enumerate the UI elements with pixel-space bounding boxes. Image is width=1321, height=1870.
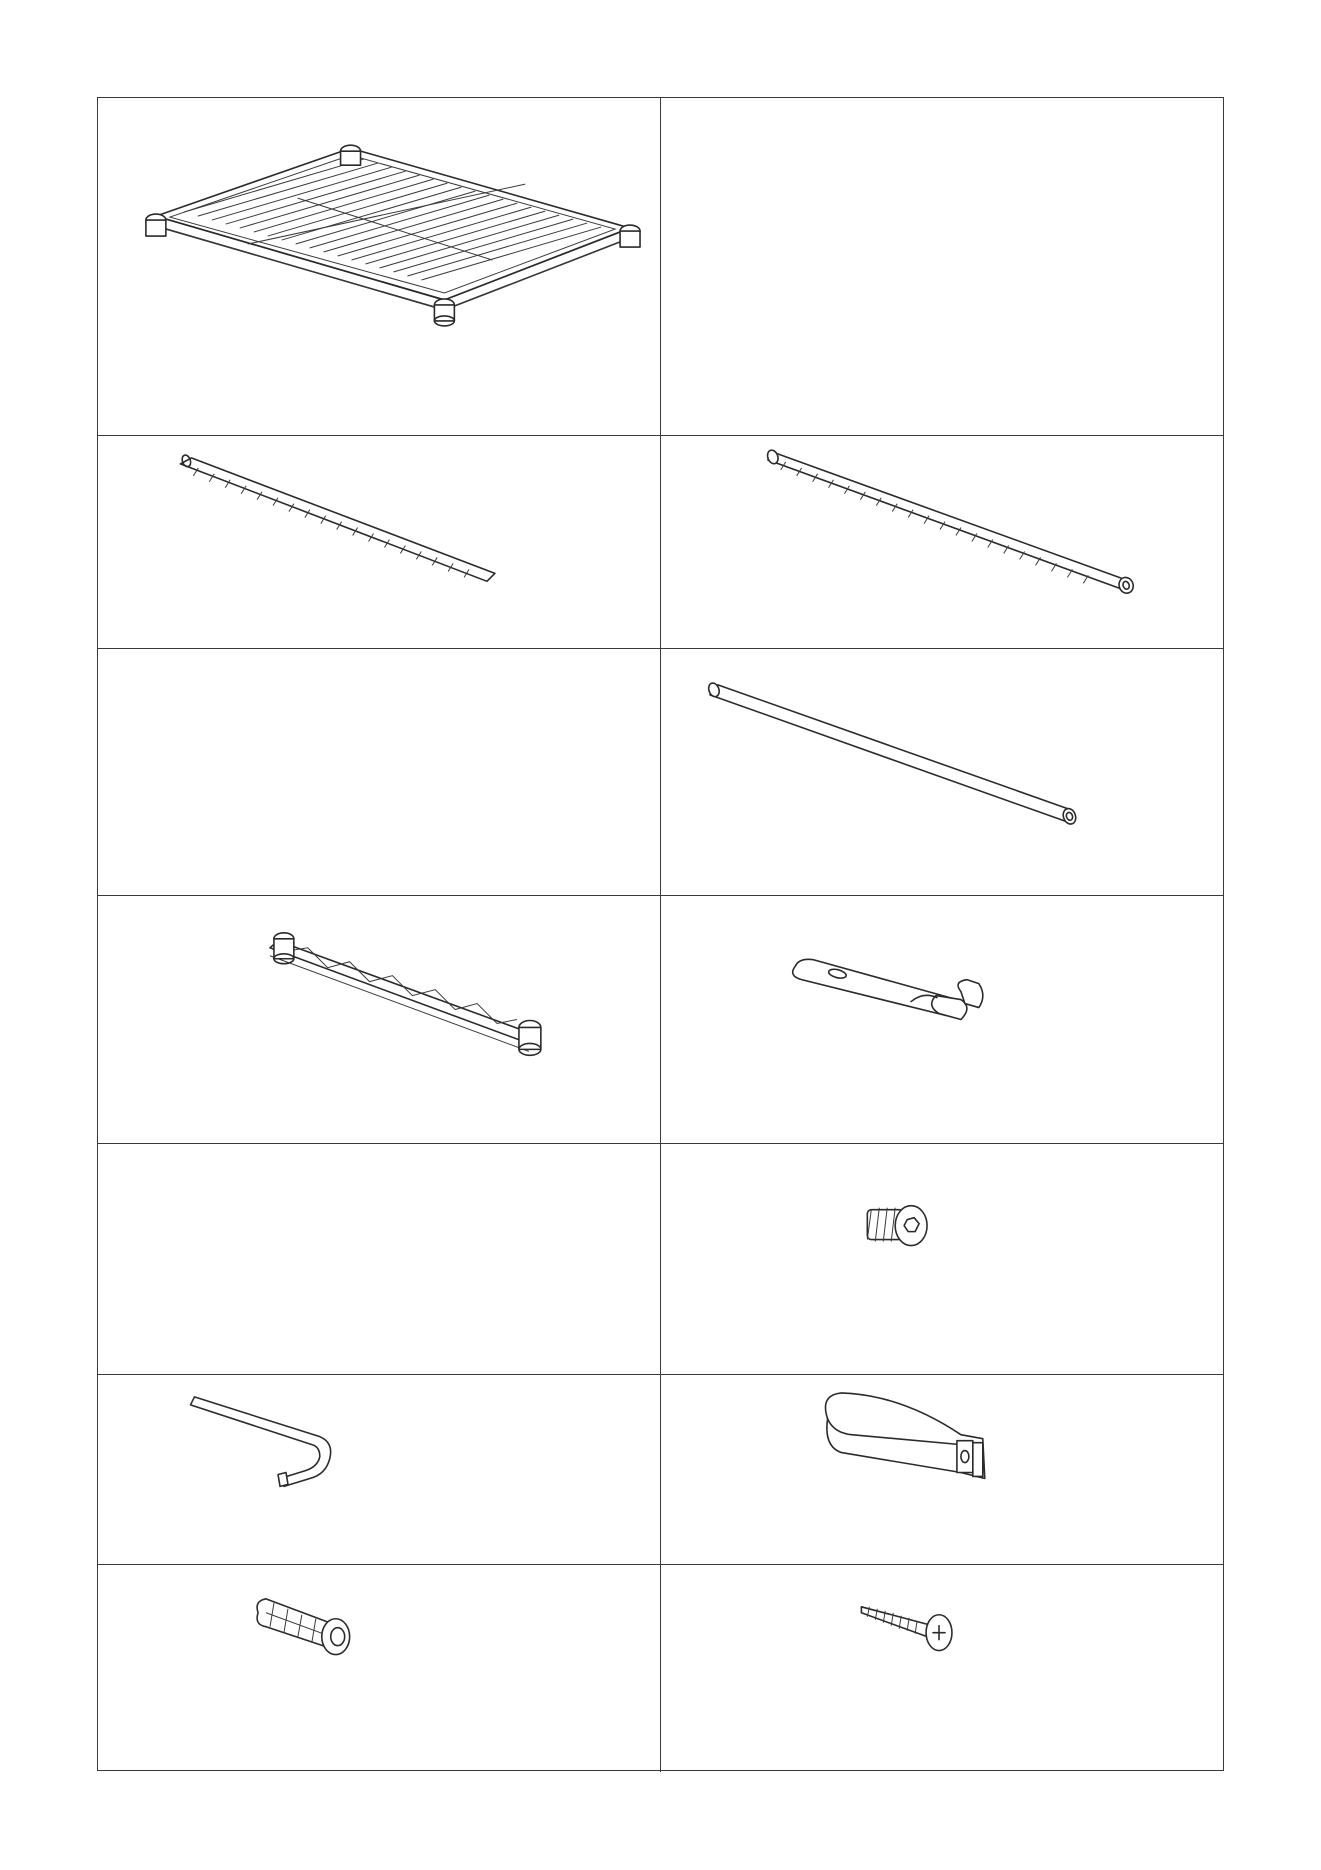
wall-strap-icon <box>661 1375 1223 1564</box>
parts-cell <box>98 1375 661 1564</box>
parts-cell <box>661 896 1223 1143</box>
parts-row-3 <box>98 648 1223 895</box>
wood-screw-icon <box>661 1565 1223 1772</box>
parts-row-1 <box>98 98 1223 435</box>
parts-row-4 <box>98 895 1223 1143</box>
parts-cell <box>98 98 661 435</box>
parts-cell <box>661 1565 1223 1772</box>
wall-anchor-icon <box>98 1565 660 1772</box>
side-bar-icon <box>98 896 660 1143</box>
parts-cell <box>98 896 661 1143</box>
hook-bracket-icon <box>661 896 1223 1143</box>
parts-cell <box>661 1375 1223 1564</box>
parts-row-5 <box>98 1143 1223 1374</box>
parts-row-6 <box>98 1374 1223 1564</box>
parts-table <box>97 97 1224 1771</box>
parts-row-2 <box>98 435 1223 648</box>
hex-bolt-icon <box>661 1144 1223 1374</box>
parts-cell <box>661 649 1223 895</box>
parts-cell <box>98 436 661 648</box>
parts-cell <box>98 649 661 895</box>
allen-key-icon <box>98 1375 660 1564</box>
parts-row-7 <box>98 1564 1223 1772</box>
parts-cell <box>661 1144 1223 1374</box>
parts-cell <box>98 1144 661 1374</box>
threaded-pole-icon <box>661 436 1223 648</box>
upper-pole-icon <box>98 436 660 648</box>
parts-cell <box>661 436 1223 648</box>
parts-cell <box>98 1565 661 1772</box>
wire-shelf-icon <box>98 98 660 435</box>
parts-cell <box>661 98 1223 435</box>
hanging-rod-icon <box>661 649 1223 895</box>
